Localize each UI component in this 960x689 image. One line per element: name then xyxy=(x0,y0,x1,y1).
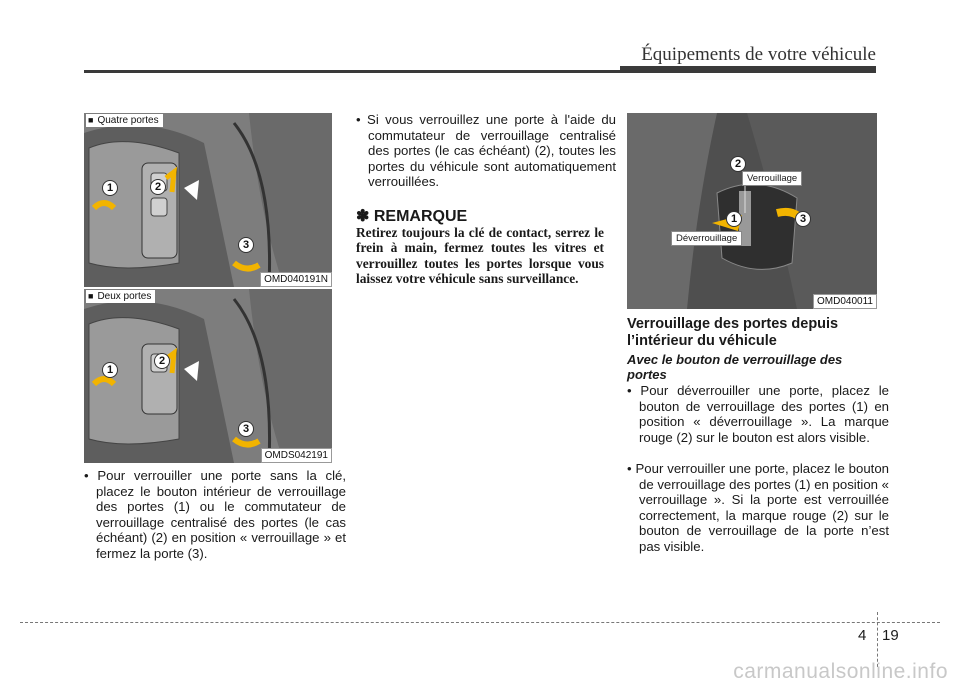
watermark: carmanualsonline.info xyxy=(733,660,948,683)
marker-1: 1 xyxy=(102,180,118,196)
footer-divider xyxy=(877,612,878,667)
figure-door-lock-button xyxy=(627,113,877,309)
figure-four-door-illustration xyxy=(84,113,332,287)
marker-3: 3 xyxy=(238,237,254,253)
paragraph-lock: • Pour verrouiller une porte, placez le bouton de verrouillage des portes (1) en position « verrouillage ». Si la porte est verrouillée correctement, la marque rouge (2) sur le bouton de verrouillage de la porte n’est pas visible. xyxy=(627,461,889,554)
figure-caption xyxy=(86,290,155,303)
figure-caption xyxy=(86,114,163,127)
remark-body: Retirez toujours la clé de contact, serrez le frein à main, fermez toutes les vitres et verrouillez toutes les portes lorsque vous laissez votre véhicule sans surveillance. xyxy=(356,225,604,287)
paragraph-central-locking: • Si vous verrouillez une porte à l'aide du commutateur de verrouillage centralisé des portes (le cas échéant) (2), toutes les portes du véhicule sont automatiquement verrouillées. xyxy=(356,112,616,190)
figure-code: OMDS042191 xyxy=(261,448,332,463)
marker-1: 1 xyxy=(726,211,742,227)
footer-rule xyxy=(20,622,940,623)
figure-two-door-illustration xyxy=(84,289,332,463)
paragraph-lock-without-key: • Pour verrouiller une porte sans la clé, placez le bouton intérieur de verrouillage des portes (1) ou le commutateur de verrouillage centralisé des portes (le cas échéant) (2) en position « verrouillage » et fermez la porte (3). xyxy=(84,468,346,561)
marker-2: 2 xyxy=(150,179,166,195)
figure-four-door xyxy=(84,113,332,287)
unlock-label: Déverrouillage xyxy=(671,231,742,246)
subsection-title: Avec le bouton de verrouillage des portes xyxy=(627,352,843,382)
marker-3: 3 xyxy=(795,211,811,227)
chapter-number: 4 xyxy=(858,627,867,644)
marker-1: 1 xyxy=(102,362,118,378)
square-icon: ■ xyxy=(88,115,94,125)
remark-title: ✽ REMARQUE xyxy=(356,208,468,225)
figure-two-door xyxy=(84,289,332,463)
caption-text: Deux portes xyxy=(97,291,152,302)
figure-door-lock-illustration xyxy=(627,113,877,309)
marker-2: 2 xyxy=(154,353,170,369)
page-header-title: Équipements de votre véhicule xyxy=(641,44,876,65)
caption-text: Quatre portes xyxy=(97,115,159,126)
figure-code: OMD040191N xyxy=(260,272,332,287)
figure-code: OMD040011 xyxy=(813,294,877,309)
marker-3: 3 xyxy=(238,421,254,437)
page-number: 19 xyxy=(882,627,899,644)
square-icon: ■ xyxy=(88,291,94,301)
lock-label: Verrouillage xyxy=(742,171,802,186)
paragraph-unlock: • Pour déverrouiller une porte, placez le bouton de verrouillage des portes (1) en position « déverrouillage ». La marque rouge (2) sur le bouton est alors visible. xyxy=(627,383,889,445)
header-rule-accent xyxy=(620,66,876,73)
section-title: Verrouillage des portes depuis l’intérieur du véhicule xyxy=(627,316,839,349)
marker-2: 2 xyxy=(730,156,746,172)
